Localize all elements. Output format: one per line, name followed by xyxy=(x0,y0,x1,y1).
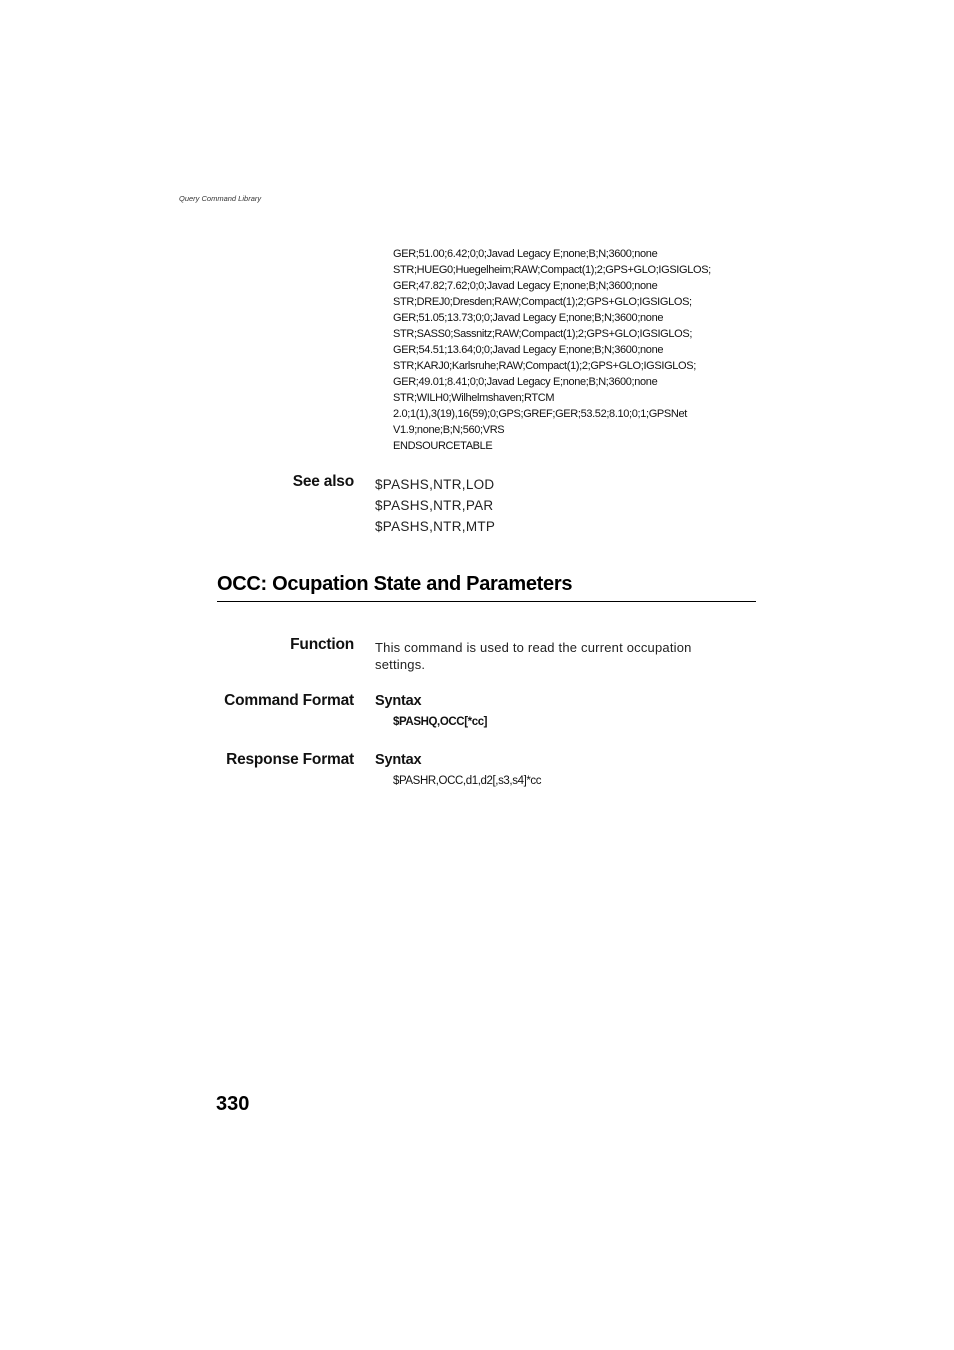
response-syntax: $PASHR,OCC,d1,d2[,s3,s4]*cc xyxy=(393,775,542,787)
listing-line: STR;HUEG0;Huegelheim;RAW;Compact(1);2;GPS+GLO;IGSIGLOS; xyxy=(393,264,711,276)
listing-line: V1.9;none;B;N;560;VRS xyxy=(393,424,505,436)
running-header: Query Command Library xyxy=(179,194,262,203)
command-format-label: Command Format xyxy=(224,692,354,709)
page-number: 330 xyxy=(216,1093,250,1115)
listing-line: STR;WILH0;Wilhelmshaven;RTCM xyxy=(393,392,555,404)
response-syntax-heading: Syntax xyxy=(375,752,422,768)
section-title: OCC: Ocupation State and Parameters xyxy=(217,573,573,595)
listing-line: GER;49.01;8.41;0;0;Javad Legacy E;none;B;N;3600;none xyxy=(393,376,658,388)
listing-line: GER;47.82;7.62;0;0;Javad Legacy E;none;B;N;3600;none xyxy=(393,280,658,292)
listing-line: GER;51.00;6.42;0;0;Javad Legacy E;none;B;N;3600;none xyxy=(393,248,658,260)
listing-line: GER;54.51;13.64;0;0;Javad Legacy E;none;B;N;3600;none xyxy=(393,344,664,356)
see-also-link-lod[interactable]: $PASHS,NTR,LOD xyxy=(375,477,495,492)
listing-line: STR;DREJ0;Dresden;RAW;Compact(1);2;GPS+GLO;IGSIGLOS; xyxy=(393,296,692,308)
command-syntax: $PASHQ,OCC[*cc] xyxy=(393,716,488,728)
function-description: This command is used to read the current occupation settings. xyxy=(375,640,692,672)
listing-line: STR;KARJ0;Karlsruhe;RAW;Compact(1);2;GPS+GLO;IGSIGLOS; xyxy=(393,360,696,372)
listing-line: 2.0;1(1),3(19),16(59);0;GPS;GREF;GER;53.52;8.10;0;1;GPSNet xyxy=(393,408,687,420)
see-also-label: See also xyxy=(292,473,354,490)
response-format-label: Response Format xyxy=(226,751,354,768)
command-syntax-heading: Syntax xyxy=(375,693,422,709)
function-label: Function xyxy=(290,636,354,653)
listing-line: ENDSOURCETABLE xyxy=(393,440,493,452)
listing-line: GER;51.05;13.73;0;0;Javad Legacy E;none;B;N;3600;none xyxy=(393,312,664,324)
see-also-list xyxy=(375,474,495,537)
listing-line: STR;SASS0;Sassnitz;RAW;Compact(1);2;GPS+GLO;IGSIGLOS; xyxy=(393,328,693,340)
see-also-link-mtp[interactable]: $PASHS,NTR,MTP xyxy=(375,519,496,534)
section-divider xyxy=(217,601,756,602)
see-also-link-par[interactable]: $PASHS,NTR,PAR xyxy=(375,498,494,513)
source-table-listing xyxy=(393,246,753,454)
